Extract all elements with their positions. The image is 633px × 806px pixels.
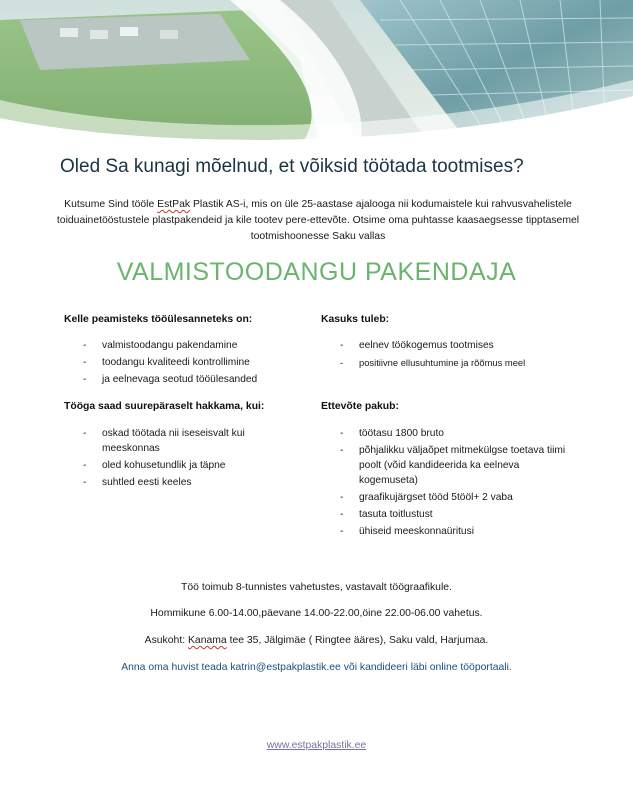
location-prefix: Asukoht: (144, 635, 188, 646)
list-item: - eelnev töökogemus tootmises (321, 338, 571, 353)
requirements-title: Tööga saad suurepäraselt hakkama, kui: (64, 401, 265, 412)
list-item: - toodangu kvaliteedi kontrollimine (64, 355, 294, 370)
company-name-spellcheck: EstPak (157, 199, 191, 210)
list-item: - positiivne ellusuhtumine ja rõõmus meel (321, 355, 571, 370)
list-item: - oskad töötada nii iseseisvalt kui meeskonnas (64, 426, 274, 456)
list-item: - graafikujärgset tööd 5tööl+ 2 vaba (321, 490, 571, 505)
list-item: - valmistoodangu pakendamine (64, 338, 294, 353)
offer-list (321, 426, 571, 541)
intro-paragraph (40, 197, 596, 245)
shift-info: Töö toimub 8-tunnistes vahetustes, vastavalt töögraafikule. (181, 582, 452, 593)
job-title: VALMISTOODANGU PAKENDAJA (116, 258, 517, 286)
responsibilities-list (64, 338, 294, 389)
benefits-title: Kasuks tuleb: (321, 314, 390, 325)
list-item: - ja eelnevaga seotud tööülesanded (64, 372, 294, 387)
location-street-spellcheck: Kanama (187, 635, 227, 646)
list-item: - suhtled eesti keeles (64, 475, 274, 490)
list-item: - töötasu 1800 bruto (321, 426, 571, 441)
website-link[interactable]: www.estpakplastik.ee (266, 740, 367, 751)
intro-text-after: Plastik AS-i, mis on üle 25-aastase ajalooga nii kodumaistele kui rahvusvahelistele toiduainetööstustele plastpakendeid ja kile tootev pere-ettevõte. Otsime oma puhtasse kaasaegsesse tipptasemel tootmishoonesse Saku vallas (56, 199, 580, 242)
contact-info: Anna oma huvist teada katrin@estpakplastik.ee või kandideeri läbi online tööportaali. (121, 662, 512, 673)
benefits-list (321, 338, 571, 372)
list-item: - tasuta toitlustust (321, 507, 571, 522)
shift-hours: Hommikune 6.00-14.00,päevane 14.00-22.00,öine 22.00-06.00 vahetus. (150, 608, 483, 619)
list-item: - põhjalikku väljaõpet mitmekülgse toetava tiimi poolt (võid kandideerida ka eelneva kogemuseta) (321, 443, 571, 488)
location-info (0, 635, 633, 646)
intro-heading: Oled Sa kunagi mõelnud, et võiksid töötada tootmises? (60, 156, 524, 177)
list-item: - oled kohusetundlik ja täpne (64, 458, 274, 473)
responsibilities-title: Kelle peamisteks tööülesanneteks on: (64, 314, 253, 325)
location-rest: tee 35, Jälgimäe ( Ringtee ääres), Saku vald, Harjumaa. (226, 635, 489, 646)
requirements-list (64, 426, 274, 492)
header-building-photo (0, 0, 633, 145)
offer-title: Ettevõte pakub: (321, 401, 399, 412)
list-item: - ühiseid meeskonnaüritusi (321, 524, 571, 539)
intro-text-before: Kutsume Sind tööle (64, 199, 158, 210)
